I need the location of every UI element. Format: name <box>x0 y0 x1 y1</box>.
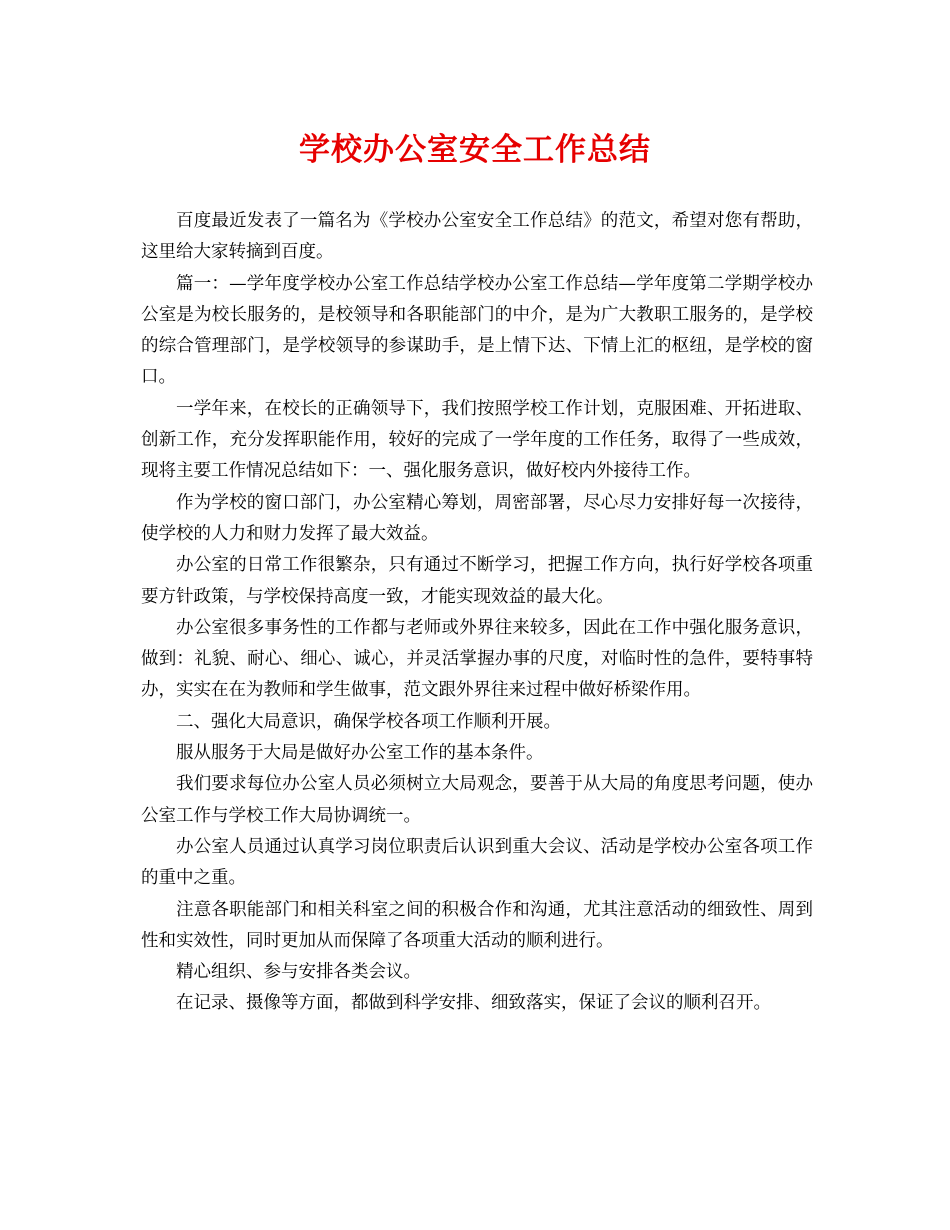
paragraph: 办公室人员通过认真学习岗位职责后认识到重大会议、活动是学校办公室各项工作的重中之重。 <box>141 836 813 889</box>
paragraph: 办公室的日常工作很繁杂，只有通过不断学习，把握工作方向，执行好学校各项重要方针政策，与学校保持高度一致，才能实现效益的最大化。 <box>141 555 813 607</box>
paragraph: 办公室很多事务性的工作都与老师或外界往来较多，因此在工作中强化服务意识，做到：礼貌、耐心、细心、诚心，并灵活掌握办事的尺度，对临时性的急件，要特事特办，实实在在为教师和学生做事，范文跟外界往来过程中做好桥梁作用。 <box>141 617 813 701</box>
paragraph: 在记录、摄像等方面，都做到科学安排、细致落实，保证了会议的顺利召开。 <box>176 993 771 1014</box>
paragraph-section-heading: 二、强化大局意识，确保学校各项工作顺利开展。 <box>176 711 561 732</box>
document-title: 学校办公室安全工作总结 <box>299 132 651 168</box>
paragraph: 篇一：—学年度学校办公室工作总结学校办公室工作总结—学年度第二学期学校办公室是为校长服务的，是校领导和各职能部门的中介，是为广大教职工服务的，是学校的综合管理部门，是学校领导的参谋助手，是上情下达、下情上汇的枢纽，是学校的窗口。 <box>141 273 813 388</box>
paragraph: 我们要求每位办公室人员必须树立大局观念，要善于从大局的角度思考问题，使办公室工作与学校工作大局协调统一。 <box>141 774 813 826</box>
paragraph: 注意各职能部门和相关科室之间的积极合作和沟通，尤其注意活动的细致性、周到性和实效性，同时更加从而保障了各项重大活动的顺利进行。 <box>141 899 813 951</box>
document-body <box>141 206 813 1020</box>
paragraph: 服从服务于大局是做好办公室工作的基本条件。 <box>176 743 544 764</box>
paragraph: 作为学校的窗口部门，办公室精心筹划，周密部署，尽心尽力安排好每一次接待，使学校的人力和财力发挥了最大效益。 <box>141 492 813 544</box>
paragraph: 精心组织、参与安排各类会议。 <box>176 962 421 983</box>
paragraph-intro: 百度最近发表了一篇名为《学校办公室安全工作总结》的范文，希望对您有帮助，这里给大家转摘到百度。 <box>141 211 813 263</box>
paragraph: 一学年来，在校长的正确领导下，我们按照学校工作计划，克服困难、开拓进取、创新工作，充分发挥职能作用，较好的完成了一学年度的工作任务，取得了一些成效，现将主要工作情况总结如下：一、强化服务意识，做好校内外接待工作。 <box>141 398 813 482</box>
